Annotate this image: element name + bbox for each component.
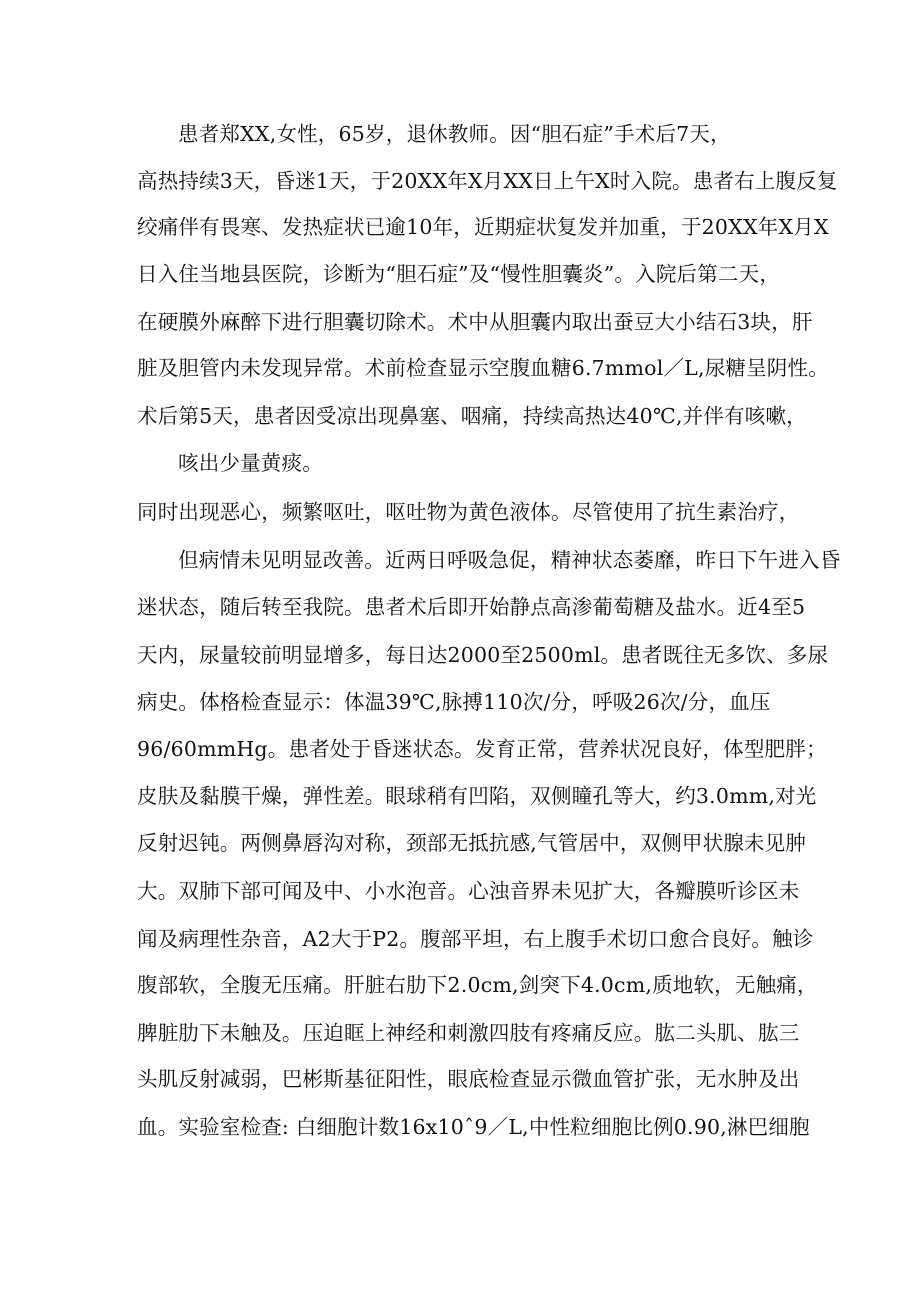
paragraph-line-19: 腹部软，全腹无压痛。肝脏右肋下2.0cm,剑突下4.0cm,质地软，无触痛， — [137, 973, 818, 997]
paragraph-line-13: 病史。体格检查显示：体温39℃,脉搏110次/分，呼吸26次/分，血压 — [137, 690, 771, 714]
paragraph-line-4: 日入住当地县医院，诊断为“胆石症”及“慢性胆囊炎”。入院后第二天， — [137, 262, 781, 286]
paragraph-line-16: 反射迟钝。两侧鼻唇沟对称，颈部无抵抗感,气管居中，双侧甲状腺未见肿 — [137, 831, 807, 855]
paragraph-line-9: 同时出现恶心，频繁呕吐，呕吐物为黄色液体。尽管使用了抗生素治疗， — [137, 500, 800, 524]
paragraph-line-12: 天内，尿量较前明显增多，每日达2000至2500ml。患者既往无多饮、多尿 — [137, 643, 829, 667]
paragraph-line-3: 绞痛伴有畏寒、发热症状已逾10年，近期症状复发并加重，于20XX年X月X — [137, 215, 829, 239]
paragraph-line-7: 术后第5天，患者因受凉出现鼻塞、咽痛，持续高热达40℃,并伴有咳嗽， — [137, 404, 807, 428]
paragraph-line-10: 但病情未见明显改善。近两日呼吸急促，精神状态萎靡，昨日下午进入昏 — [178, 548, 841, 572]
paragraph-line-8: 咳出少量黄痰。 — [178, 451, 323, 475]
paragraph-line-5: 在硬膜外麻醉下进行胆囊切除术。术中从胆囊内取出蚕豆大小结石3块，肝 — [137, 310, 813, 334]
paragraph-line-15: 皮肤及黏膜干燥，弹性差。眼球稍有凹陷，双侧瞳孔等大，约3.0mm,对光 — [137, 784, 817, 808]
paragraph-line-21: 头肌反射减弱，巴彬斯基征阳性，眼底检查显示微血管扩张，无水肿及出 — [137, 1067, 800, 1091]
paragraph-line-6: 脏及胆管内未发现异常。术前检查显示空腹血糖6.7mmol／L,尿糖呈阴性。 — [137, 356, 829, 380]
paragraph-line-20: 脾脏肋下未触及。压迫眶上神经和刺激四肢有疼痛反应。肱二头肌、肱三 — [137, 1021, 800, 1045]
paragraph-line-22: 血。实验室检查: 白细胞计数16x10ˆ9／L,中性粒细胞比例0.90,淋巴细胞 — [137, 1115, 810, 1139]
paragraph-line-17: 大。双肺下部可闻及中、小水泡音。心浊音界未见扩大，各瓣膜听诊区未 — [137, 879, 800, 903]
paragraph-line-1: 患者郑XX,女性，65岁，退休教师。因“胆石症”手术后7天， — [178, 122, 731, 146]
paragraph-line-14: 96/60mmHg。患者处于昏迷状态。发育正常，营养状况良好，体型肥胖； — [137, 737, 827, 761]
paragraph-line-18: 闻及病理性杂音，A2大于P2。腹部平坦，右上腹手术切口愈合良好。触诊 — [137, 927, 814, 951]
paragraph-line-11: 迷状态，随后转至我院。患者术后即开始静点高渗葡萄糖及盐水。近4至5 — [137, 595, 806, 619]
paragraph-line-2: 高热持续3天，昏迷1天，于20XX年X月XX日上午X时入院。患者右上腹反复 — [137, 169, 838, 193]
